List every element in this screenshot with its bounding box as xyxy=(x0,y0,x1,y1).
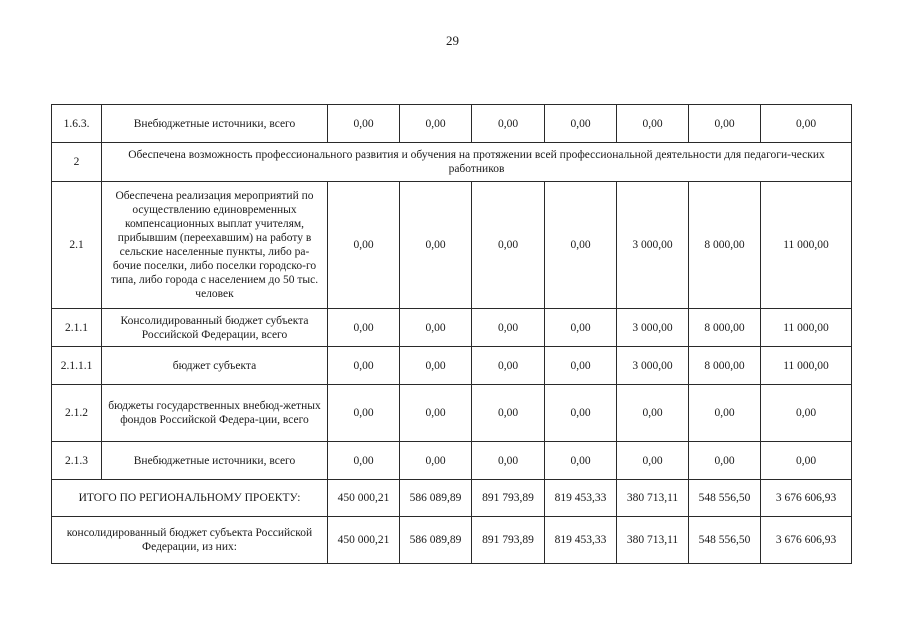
value-cell: 0,00 xyxy=(328,347,400,385)
value-cell: 11 000,00 xyxy=(761,347,852,385)
section-row xyxy=(52,143,852,182)
value-cell: 3 000,00 xyxy=(617,182,689,309)
value-cell: 0,00 xyxy=(400,385,472,442)
value-cell: 0,00 xyxy=(689,442,761,480)
table-row xyxy=(52,309,852,347)
value-cell: 0,00 xyxy=(761,442,852,480)
value-cell: 0,00 xyxy=(472,347,545,385)
value-cell: 11 000,00 xyxy=(761,309,852,347)
value-cell: 548 556,50 xyxy=(689,480,761,517)
row-label: Внебюджетные источники, всего xyxy=(102,105,328,143)
table-row xyxy=(52,105,852,143)
value-cell: 0,00 xyxy=(689,385,761,442)
row-label: Обеспечена реализация мероприятий по осуществлению единовременных компенсационных выплат учителям, прибывшим (переехавшим) на работу в сельские населенные пункты, либо ра-бочие поселки, либо поселки городско-го типа, либо города с населением до 50 тыс. человек xyxy=(102,182,328,309)
table-row xyxy=(52,347,852,385)
table-row xyxy=(52,385,852,442)
value-cell: 0,00 xyxy=(617,105,689,143)
row-label: бюджеты государственных внебюд-жетных фондов Российской Федера-ции, всего xyxy=(102,385,328,442)
total-row xyxy=(52,480,852,517)
value-cell: 891 793,89 xyxy=(472,480,545,517)
value-cell: 586 089,89 xyxy=(400,480,472,517)
value-cell: 0,00 xyxy=(545,347,617,385)
value-cell: 0,00 xyxy=(328,385,400,442)
row-code: 2.1.2 xyxy=(52,385,102,442)
value-cell: 0,00 xyxy=(617,385,689,442)
value-cell: 380 713,11 xyxy=(617,480,689,517)
section-code: 2 xyxy=(52,143,102,182)
value-cell: 0,00 xyxy=(761,105,852,143)
value-cell: 0,00 xyxy=(472,105,545,143)
value-cell: 11 000,00 xyxy=(761,182,852,309)
value-cell: 0,00 xyxy=(545,105,617,143)
value-cell: 891 793,89 xyxy=(472,517,545,564)
value-cell: 0,00 xyxy=(400,105,472,143)
value-cell: 0,00 xyxy=(545,182,617,309)
value-cell: 0,00 xyxy=(328,442,400,480)
total-label: консолидированный бюджет субъекта Российской Федерации, из них: xyxy=(52,517,328,564)
value-cell: 0,00 xyxy=(472,309,545,347)
value-cell: 586 089,89 xyxy=(400,517,472,564)
row-code: 2.1.3 xyxy=(52,442,102,480)
value-cell: 0,00 xyxy=(400,309,472,347)
value-cell: 450 000,21 xyxy=(328,517,400,564)
value-cell: 548 556,50 xyxy=(689,517,761,564)
value-cell: 0,00 xyxy=(472,442,545,480)
value-cell: 0,00 xyxy=(545,309,617,347)
value-cell: 0,00 xyxy=(545,385,617,442)
value-cell: 819 453,33 xyxy=(545,517,617,564)
value-cell: 8 000,00 xyxy=(689,347,761,385)
value-cell: 0,00 xyxy=(617,442,689,480)
total-label: ИТОГО ПО РЕГИОНАЛЬНОМУ ПРОЕКТУ: xyxy=(52,480,328,517)
page-number: 29 xyxy=(446,33,459,48)
total-row xyxy=(52,517,852,564)
section-title: Обеспечена возможность профессионального развития и обучения на протяжении всей профессиональной деятельности для педагоги-ческих работников xyxy=(102,143,852,182)
value-cell: 0,00 xyxy=(400,182,472,309)
row-code: 2.1 xyxy=(52,182,102,309)
row-label: Внебюджетные источники, всего xyxy=(102,442,328,480)
value-cell: 450 000,21 xyxy=(328,480,400,517)
value-cell: 0,00 xyxy=(328,309,400,347)
row-code: 2.1.1 xyxy=(52,309,102,347)
row-label: Консолидированный бюджет субъекта Российской Федерации, всего xyxy=(102,309,328,347)
value-cell: 8 000,00 xyxy=(689,182,761,309)
table-row xyxy=(52,442,852,480)
value-cell: 3 676 606,93 xyxy=(761,517,852,564)
value-cell: 8 000,00 xyxy=(689,309,761,347)
value-cell: 0,00 xyxy=(400,347,472,385)
value-cell: 0,00 xyxy=(472,182,545,309)
value-cell: 819 453,33 xyxy=(545,480,617,517)
value-cell: 0,00 xyxy=(328,182,400,309)
value-cell: 0,00 xyxy=(761,385,852,442)
value-cell: 3 000,00 xyxy=(617,309,689,347)
row-code: 2.1.1.1 xyxy=(52,347,102,385)
value-cell: 0,00 xyxy=(328,105,400,143)
value-cell: 380 713,11 xyxy=(617,517,689,564)
value-cell: 3 676 606,93 xyxy=(761,480,852,517)
value-cell: 0,00 xyxy=(545,442,617,480)
budget-table xyxy=(51,104,852,564)
table-row xyxy=(52,182,852,309)
value-cell: 0,00 xyxy=(400,442,472,480)
value-cell: 3 000,00 xyxy=(617,347,689,385)
row-code: 1.6.3. xyxy=(52,105,102,143)
value-cell: 0,00 xyxy=(472,385,545,442)
row-label: бюджет субъекта xyxy=(102,347,328,385)
value-cell: 0,00 xyxy=(689,105,761,143)
